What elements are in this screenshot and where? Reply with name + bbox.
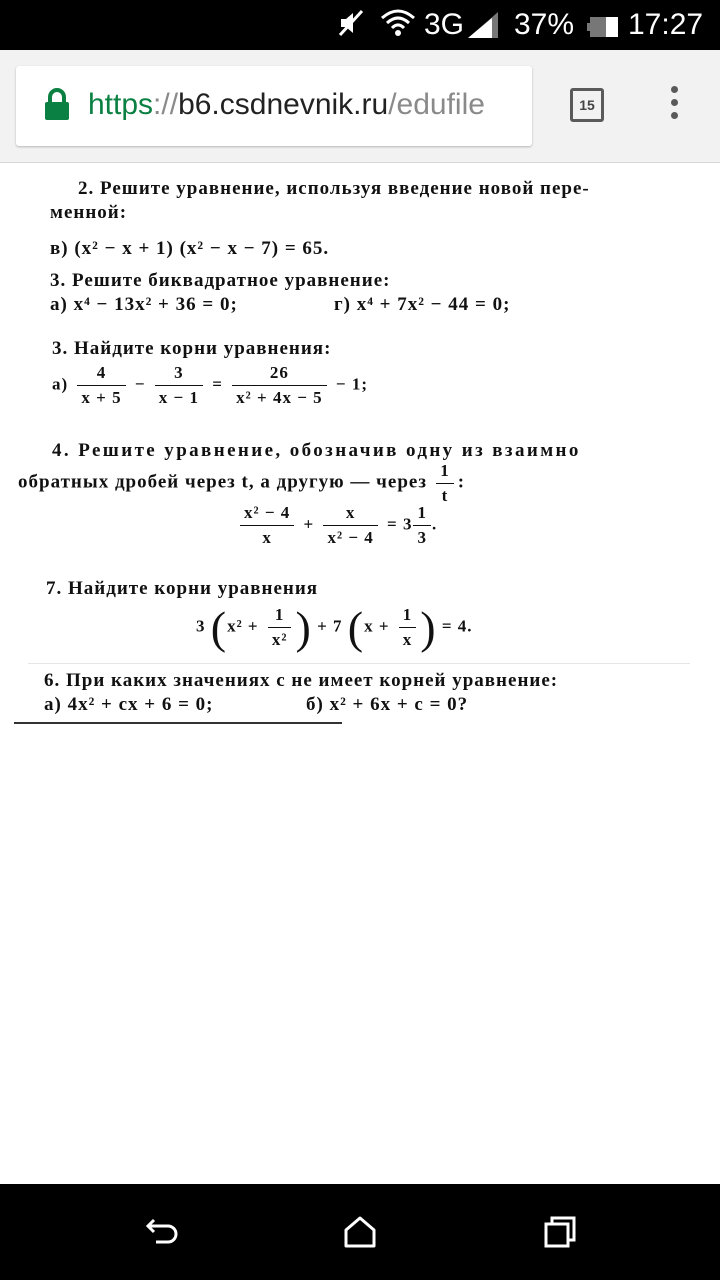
- status-bar: [0, 0, 720, 50]
- task4-small-fraction: $\frac{1}{t}$: [436, 459, 454, 508]
- recents-icon[interactable]: [540, 1212, 580, 1252]
- task3a-a: а) x⁴ − 13x² + 36 = 0;: [50, 294, 238, 315]
- task2-v: в) (x² − x + 1) (x² − x − 7) = 65.: [50, 238, 330, 259]
- task4-line2-wrap: обратных дробей через t, а другую — через $\frac{1}{t}$ :: [18, 459, 465, 508]
- task7-fraction-2: $\frac{1}{x}$: [399, 603, 417, 652]
- network-type: 3G: [424, 8, 465, 41]
- task3b-label: а): [52, 374, 69, 394]
- url-path: /edufile: [388, 88, 485, 121]
- home-icon[interactable]: [340, 1212, 380, 1252]
- url-separator: ://: [153, 88, 179, 121]
- task3b-fraction-2: $\frac{3}{x - 1}$: [155, 361, 203, 410]
- underline: [14, 722, 342, 724]
- task6-a: а) 4x² + cx + 6 = 0;: [44, 694, 214, 715]
- task2-line2: менной:: [50, 202, 128, 223]
- url-host: b6.csdnevnik.ru: [178, 88, 389, 121]
- task3b-fraction-1: $\frac{4}{x + 5}$: [77, 361, 125, 410]
- task3b-equation: а) $\frac{4}{x + 5}$ − $\frac{3}{x - 1}$ = $\frac{26}{\text{x² + 4x − 5}}$ − 1;: [52, 361, 368, 410]
- address-bar[interactable]: [16, 66, 532, 146]
- task6-title: 6. При каких значениях c не имеет корней уравнение:: [44, 670, 559, 691]
- battery-percent: 37%: [514, 8, 575, 41]
- menu-icon[interactable]: [664, 86, 684, 126]
- tabs-button[interactable]: [570, 88, 604, 122]
- task4-equation: $\frac{\text{x² − 4}}{x}$ + $\frac{x}{\text{x² − 4}}$ = 3 $\frac{1}{3}$ .: [236, 501, 437, 550]
- task7-title: 7. Найдите корни уравнения: [46, 578, 319, 599]
- url-scheme: https: [88, 88, 154, 121]
- divider: [28, 663, 690, 664]
- task3b-fraction-3: $\frac{26}{\text{x² + 4x − 5}}$: [232, 361, 326, 410]
- document-image: [0, 163, 720, 733]
- tab-count: 15: [579, 97, 595, 113]
- mute-icon: [338, 8, 364, 46]
- back-icon[interactable]: [140, 1212, 180, 1252]
- task3b-title: 3. Найдите корни уравнения:: [52, 338, 332, 359]
- navigation-bar: [0, 1184, 720, 1280]
- signal-icon: [466, 10, 500, 48]
- lock-icon: [42, 88, 72, 122]
- task3a-g: г) x⁴ + 7x² − 44 = 0;: [334, 294, 511, 315]
- task7-equation: 3 (x² + $\frac{1}{\text{x²}}$ ) + 7 (x + $\frac{1}{x}$ ) = 4.: [196, 601, 473, 653]
- clock: 17:27: [628, 8, 704, 41]
- task4-fraction-1: $\frac{\text{x² − 4}}{x}$: [240, 501, 294, 550]
- task3a-title: 3. Решите биквадратное уравнение:: [50, 270, 391, 291]
- task4-mixed-fraction: $\frac{1}{3}$: [413, 501, 431, 550]
- browser-toolbar: [0, 50, 720, 163]
- wifi-icon: [380, 8, 416, 46]
- task2-line1: 2. Решите уравнение, используя введение новой пере-: [78, 178, 590, 199]
- url-text[interactable]: [88, 86, 485, 124]
- task4-line2: обратных дробей через t, а другую — через: [18, 471, 427, 493]
- task6-b: б) x² + 6x + c = 0?: [306, 694, 469, 715]
- battery-icon: [586, 13, 620, 47]
- task4-line1: 4. Решите уравнение, обозначив одну из взаимно: [52, 440, 581, 461]
- task7-fraction-1: $\frac{1}{\text{x²}}$: [268, 603, 292, 652]
- task4-fraction-2: $\frac{x}{\text{x² − 4}}$: [323, 501, 377, 550]
